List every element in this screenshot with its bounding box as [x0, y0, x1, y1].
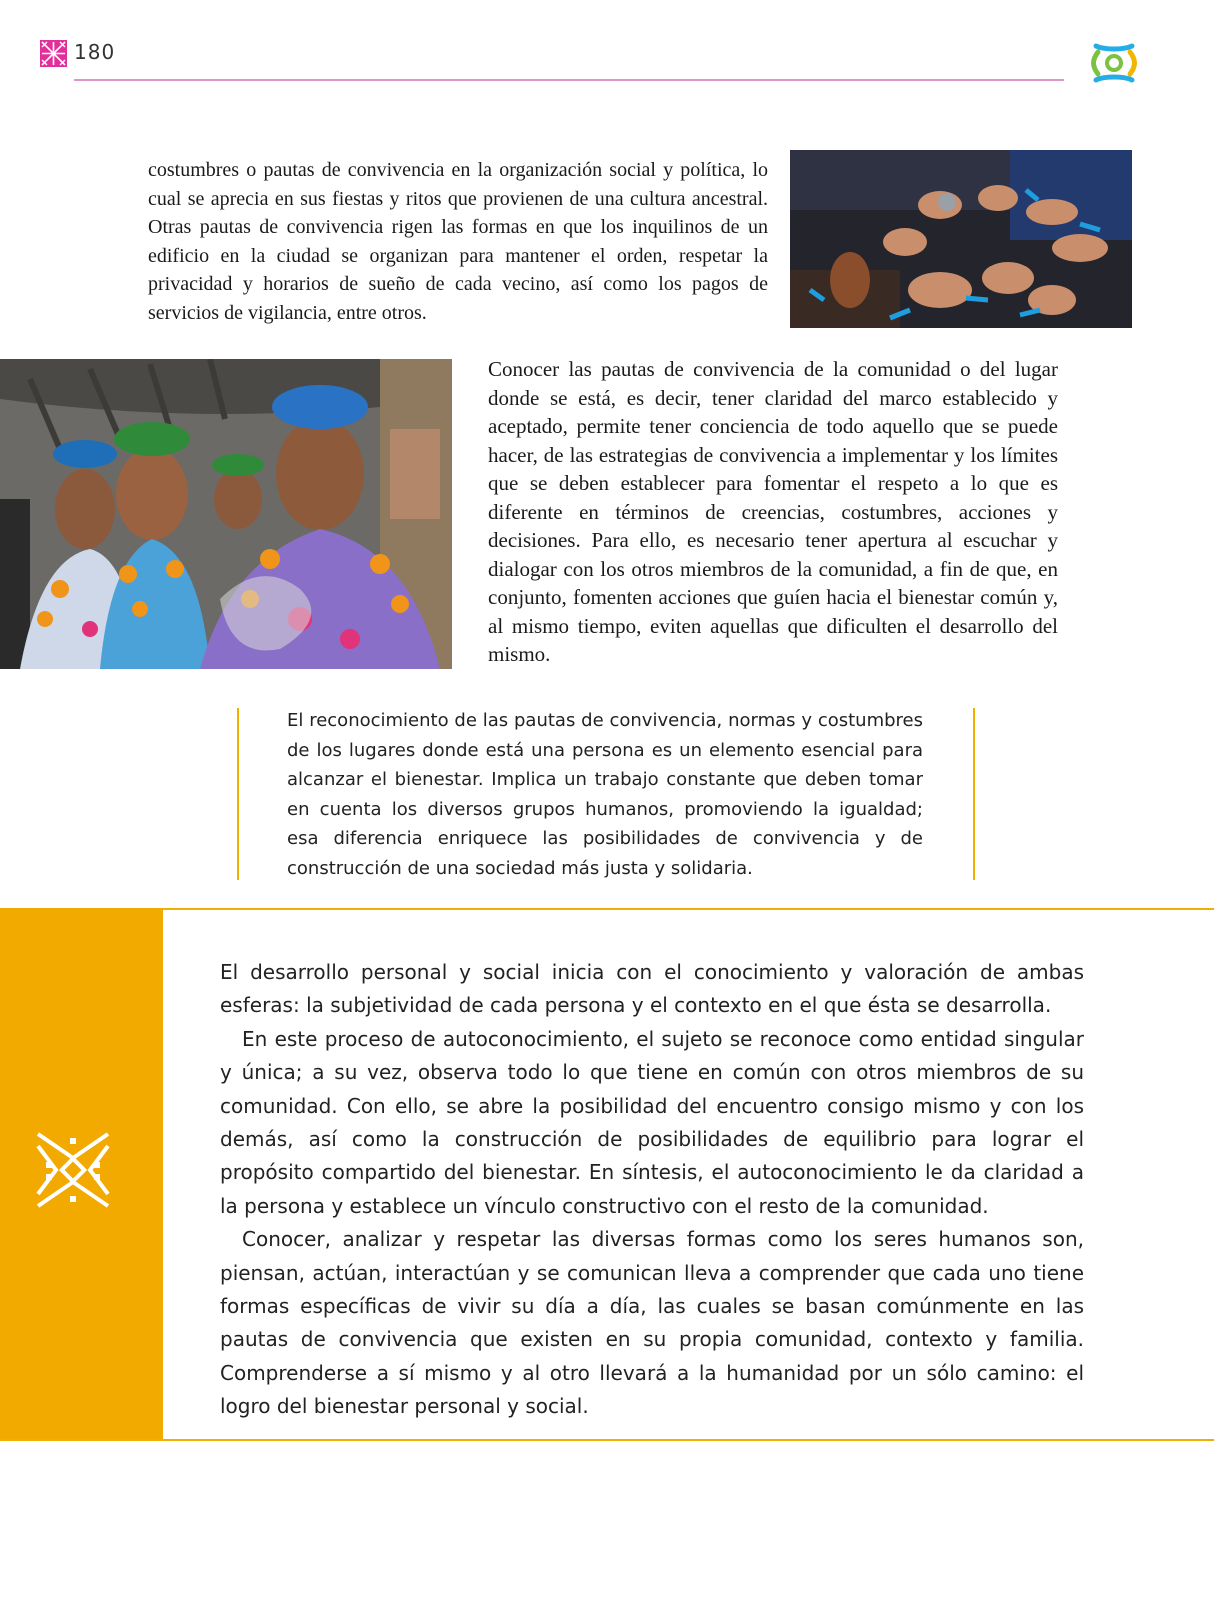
photo-indigenous-women [0, 359, 452, 669]
photo-joined-hands [790, 150, 1132, 328]
woven-textile-motif-icon [34, 1130, 112, 1210]
summary-text [220, 956, 1084, 1424]
summary-paragraph-3: Conocer, analizar y respetar las diversas formas como los seres humanos son, piensan, actúan, interactúan y se comunican lleva a comprender que cada uno tiene formas específicas de vivir su día a día, las cuales se basan comúnmente en las pautas de convivencia que existen en su propia comunidad, contexto y familia. Comprenderse a sí mismo y al otro llevará a la humanidad por un sólo camino: el logro del bienestar personal y social. [220, 1227, 1084, 1419]
page-number: 180 [74, 40, 116, 64]
body-paragraph-2: Conocer las pautas de convivencia de la comunidad o del lugar donde se está, es decir, tener claridad del marco establecido y aceptado, permite tener conciencia de todo aquello que se puede hacer, de las estrategias de convivencia a implementar y los límites que se deben establecer para fomentar el respeto a lo que es diferente en términos de creencias, costumbres, acciones y decisiones. Para ello, es necesario tener apertura al escuchar y dialogar con los otros miembros de la comunidad, a fin de que, en conjunto, fomenten acciones que guíen hacia el bienestar común y, al mismo tiempo, eviten aquellas que dificulten el desarrollo del mismo. [488, 357, 1058, 666]
pink-woven-pattern-icon [40, 40, 67, 67]
body-paragraph-1: costumbres o pautas de convivencia en la organización social y política, lo cual se aprecia en sus fiestas y ritos que provienen de una cultura ancestral. Otras pautas de convivencia rigen las formas en que los inquilinos de un edificio en la ciudad se organizan para mantener el orden, respetar la privacidad y horarios de sueño de cada vecino, así como los pagos de servicios de vigilancia, entre otros. [148, 159, 768, 324]
summary-box-top-rule [0, 908, 1214, 910]
quote-bar-right [973, 708, 975, 880]
summary-box-bottom-rule [0, 1439, 1214, 1441]
quote-bar-left [237, 708, 239, 880]
summary-paragraph-1: El desarrollo personal y social inicia con el conocimiento y valoración de ambas esferas: la subjetividad de cada persona y el contexto en el que ésta se desarrolla. [220, 960, 1084, 1018]
highlight-quote: El reconocimiento de las pautas de convivencia, normas y costumbres de los lugares donde está una persona es un elemento esencial para alcanzar el bienestar. Implica un trabajo constante que deben tomar en cuenta los diversos grupos humanos, promoviendo la igualdad; esa diferencia enriquece las posibilidades de convivencia y de construcción de una sociedad más justa y solidaria. [287, 710, 923, 879]
cross-knot-logo-icon [1090, 40, 1138, 86]
header-divider [74, 79, 1064, 81]
summary-paragraph-2: En este proceso de autoconocimiento, el sujeto se reconoce como entidad singular y única; a su vez, observa todo lo que tiene en común con otros miembros de su comunidad. Con ello, se abre la posibilidad del encuentro consigo mismo y con los demás, así como la construcción de posibilidades de equilibrio para lograr el propósito compartido del bienestar. En síntesis, el autoconocimiento le da claridad a la persona y establece un vínculo constructivo con el resto de la comunidad. [220, 1026, 1084, 1218]
